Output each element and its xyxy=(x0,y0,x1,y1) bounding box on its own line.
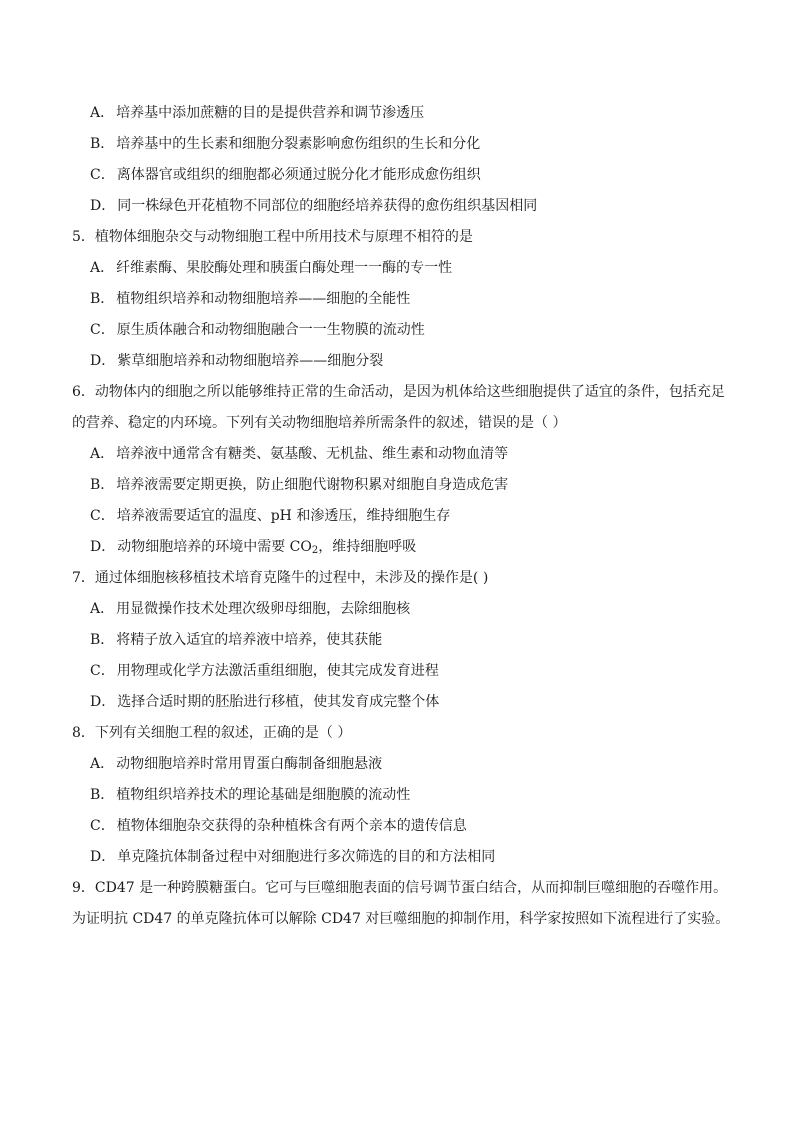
question-9-stem-line2: 为证明抗 CD47 的单克隆抗体可以解除 CD47 对巨噬细胞的抑制作用，科学家按照如下流程进行了实验。 xyxy=(72,911,730,927)
option-b: B． 培养基中的生长素和细胞分裂素影响愈伤组织的生长和分化 xyxy=(90,136,481,152)
co2-subscript: 2 xyxy=(311,545,319,556)
q6-option-b: B． 培养液需要定期更换，防止细胞代谢物积累对细胞自身造成危害 xyxy=(90,477,509,493)
option-a: A． 培养基中添加蔗糖的目的是提供营养和调节渗透压 xyxy=(90,105,425,121)
q5-option-a: A． 纤维素酶、果胶酶处理和胰蛋白酶处理一一酶的专一性 xyxy=(90,260,453,276)
q7-option-c: C． 用物理或化学方法激活重组细胞，使其完成发育进程 xyxy=(90,663,439,679)
question-8-stem: 8．下列有关细胞工程的叙述，正确的是（ ） xyxy=(72,725,352,741)
option-d: D． 同一株绿色开花植物不同部位的细胞经培养获得的愈伤组织基因相同 xyxy=(90,198,538,214)
q7-option-a: A． 用显微操作技术处理次级卵母细胞，去除细胞核 xyxy=(90,601,411,617)
q6-option-d: D． 动物细胞培养的环境中需要 $CO_2$，维持细胞呼吸 xyxy=(90,539,417,556)
question-6-stem-line1: 6．动物体内的细胞之所以能够维持正常的生命活动，是因为机体给这些细胞提供了适宜的条件，包括充足 xyxy=(72,384,725,400)
q7-option-d: D． 选择合适时期的胚胎进行移植，使其发育成完整个体 xyxy=(90,694,440,710)
question-9-stem-line1: 9．CD47 是一种跨膜糖蛋白。它可与巨噬细胞表面的信号调节蛋白结合，从而抑制巨噬细胞的吞噬作用。 xyxy=(72,880,728,896)
q8-option-c: C． 植物体细胞杂交获得的杂种植株含有两个亲本的遗传信息 xyxy=(90,818,467,834)
q8-option-a: A． 动物细胞培养时常用胃蛋白酶制备细胞悬液 xyxy=(90,756,383,772)
question-5-stem: 5．植物体细胞杂交与动物细胞工程中所用技术与原理不相符的是 xyxy=(72,229,473,245)
question-6-stem-line2: 的营养、稳定的内环境。下列有关动物细胞培养所需条件的叙述，错误的是（ ） xyxy=(72,415,567,431)
q5-option-d: D． 紫草细胞培养和动物细胞培养——细胞分裂 xyxy=(90,353,384,369)
question-content xyxy=(72,98,732,935)
q8-option-d: D． 单克隆抗体制备过程中对细胞进行多次筛选的目的和方法相同 xyxy=(90,849,496,865)
q6-option-a: A． 培养液中通常含有糖类、氨基酸、无机盐、维生素和动物血清等 xyxy=(90,446,509,462)
option-c: C． 离体器官或组织的细胞都必须通过脱分化才能形成愈伤组织 xyxy=(90,167,481,183)
q5-option-b: B． 植物组织培养和动物细胞培养——细胞的全能性 xyxy=(90,291,411,307)
q5-option-c: C． 原生质体融合和动物细胞融合一一生物膜的流动性 xyxy=(90,322,425,338)
q7-option-b: B． 将精子放入适宜的培养液中培养，使其获能 xyxy=(90,632,383,648)
question-7-stem: 7．通过体细胞核移植技术培育克隆牛的过程中，未涉及的操作是( ) xyxy=(72,570,489,586)
q6-option-c: C． 培养液需要适宜的温度、pH 和渗透压，维持细胞生存 xyxy=(90,508,451,524)
q8-option-b: B． 植物组织培养技术的理论基础是细胞膜的流动性 xyxy=(90,787,411,803)
